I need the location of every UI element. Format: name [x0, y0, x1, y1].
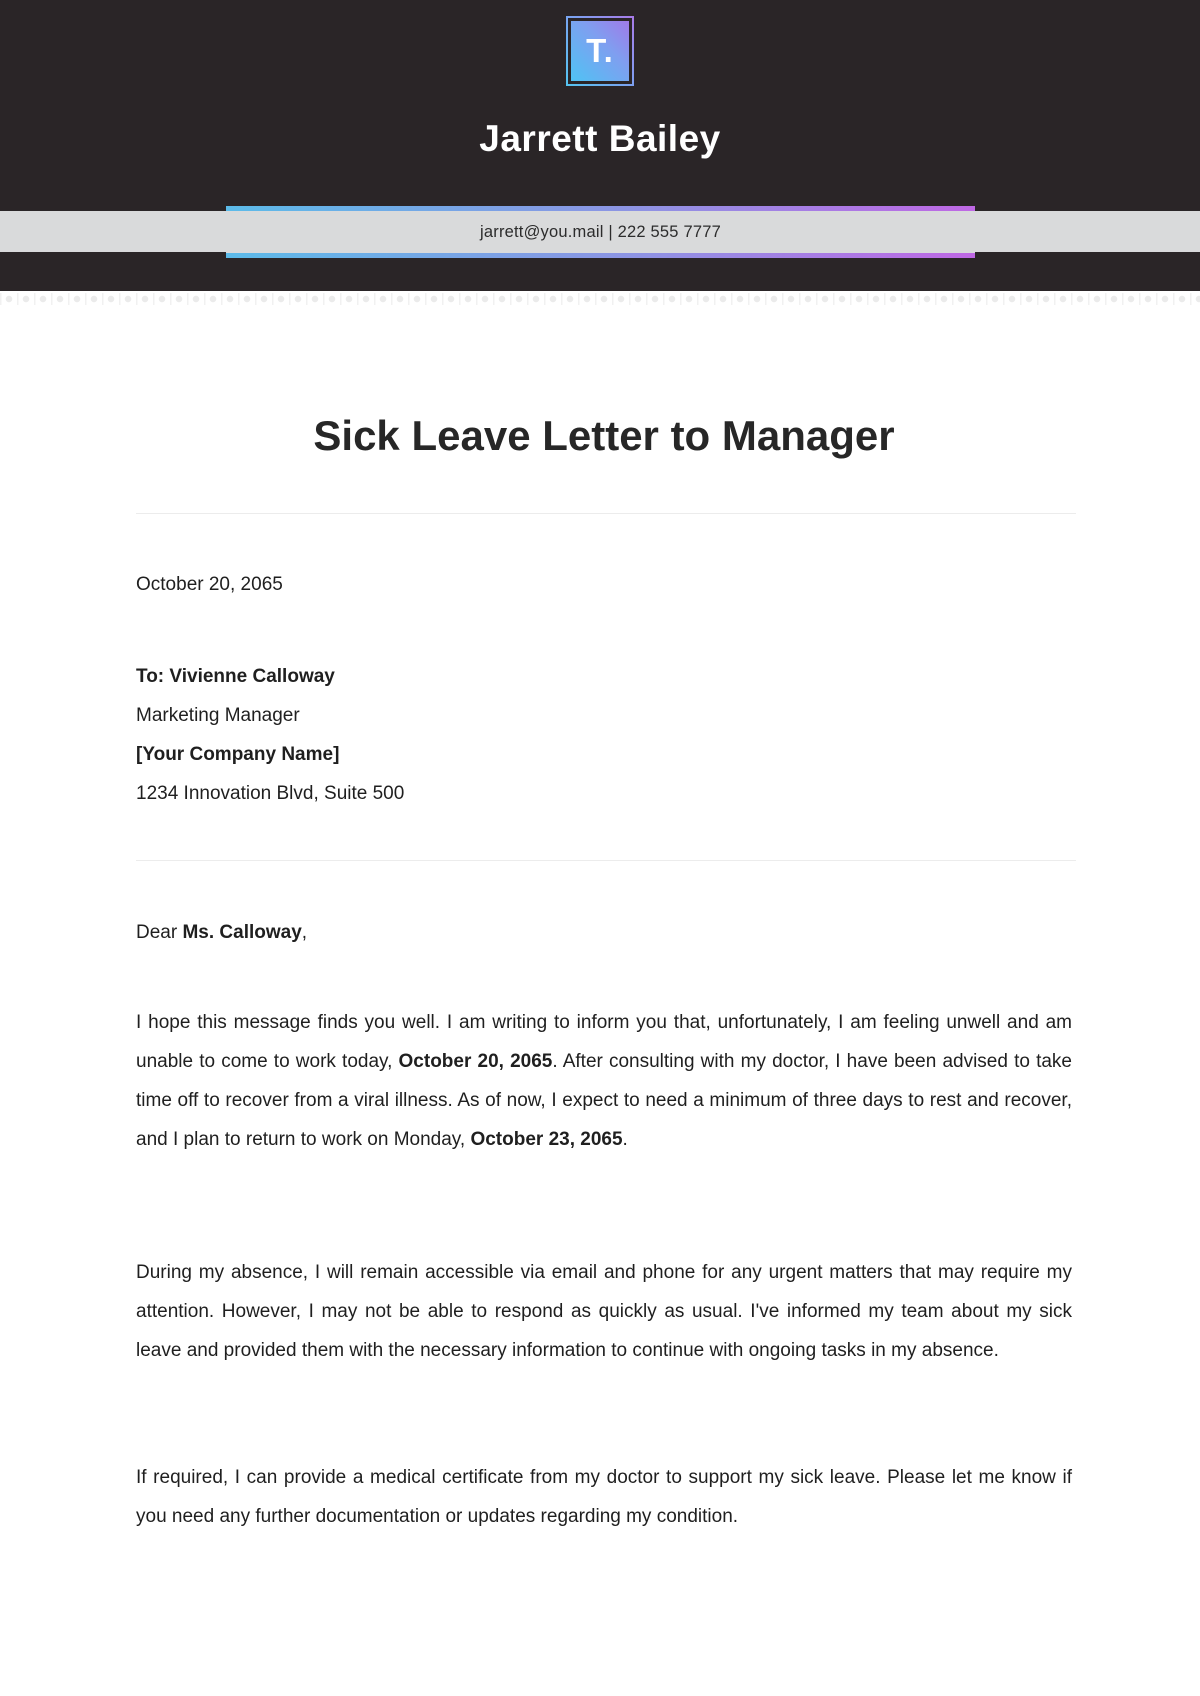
- brand-logo-tile: [571, 21, 629, 81]
- contact-text: jarrett@you.mail | 222 555 7777: [480, 222, 721, 241]
- emphasized-text-run: October 23, 2065: [470, 1129, 623, 1150]
- salutation: [136, 914, 1072, 952]
- brand-logo: [566, 16, 634, 86]
- text-run: ,: [301, 922, 308, 943]
- page-title: Sick Leave Letter to Manager: [313, 412, 895, 459]
- contact-strip-core: [226, 211, 975, 253]
- text-run: I hope this message finds you well. I am writing to inform you that, unfortunately, I am feeling unwell and am unable to come to work today,: [136, 1012, 1072, 1072]
- watermark-row: [0, 293, 1200, 305]
- text-run: Dear: [136, 922, 183, 943]
- paragraph-3: [136, 1458, 1072, 1536]
- divider-top: [136, 513, 1076, 514]
- text-run: During my absence, I will remain accessible via email and phone for any urgent matters that may require my attention. However, I may not be able to respond as quickly as usual. I've informed my team about my sick leave and provided them with the necessary information to continue with ongoing tasks in my absence.: [136, 1262, 1072, 1361]
- divider-middle: [136, 860, 1076, 861]
- brand-logo-letter: T.: [586, 32, 614, 69]
- brand-logo-frame-gap: [568, 18, 632, 84]
- recipient-line: To: Vivienne Calloway: [136, 666, 335, 687]
- letterhead: [0, 0, 1200, 291]
- paragraph-2: [136, 1253, 1072, 1370]
- date-line: October 20, 2065: [136, 574, 283, 595]
- paragraph-1: [136, 1003, 1072, 1159]
- text-run: If required, I can provide a medical certificate from my doctor to support my sick leave. Please let me know if you need any further documentation or updates regarding my condition.: [136, 1467, 1072, 1527]
- recipient-line: 1234 Innovation Blvd, Suite 500: [136, 783, 405, 804]
- recipient-line: [Your Company Name]: [136, 744, 340, 765]
- emphasized-text-run: Ms. Calloway: [182, 922, 302, 943]
- text-run: . After consulting with my doctor, I have been advised to take time off to recover from a viral illness. As of now, I expect to need a minimum of three days to rest and recover, and I plan to return to work on Monday,: [136, 1051, 1072, 1150]
- text-run: .: [622, 1129, 628, 1150]
- recipient-block: [136, 657, 1072, 813]
- contact-gradient-strip: [226, 206, 975, 258]
- brand-name: Jarrett Bailey: [479, 118, 721, 159]
- recipient-line: Marketing Manager: [136, 705, 300, 726]
- emphasized-text-run: October 20, 2065: [398, 1051, 553, 1072]
